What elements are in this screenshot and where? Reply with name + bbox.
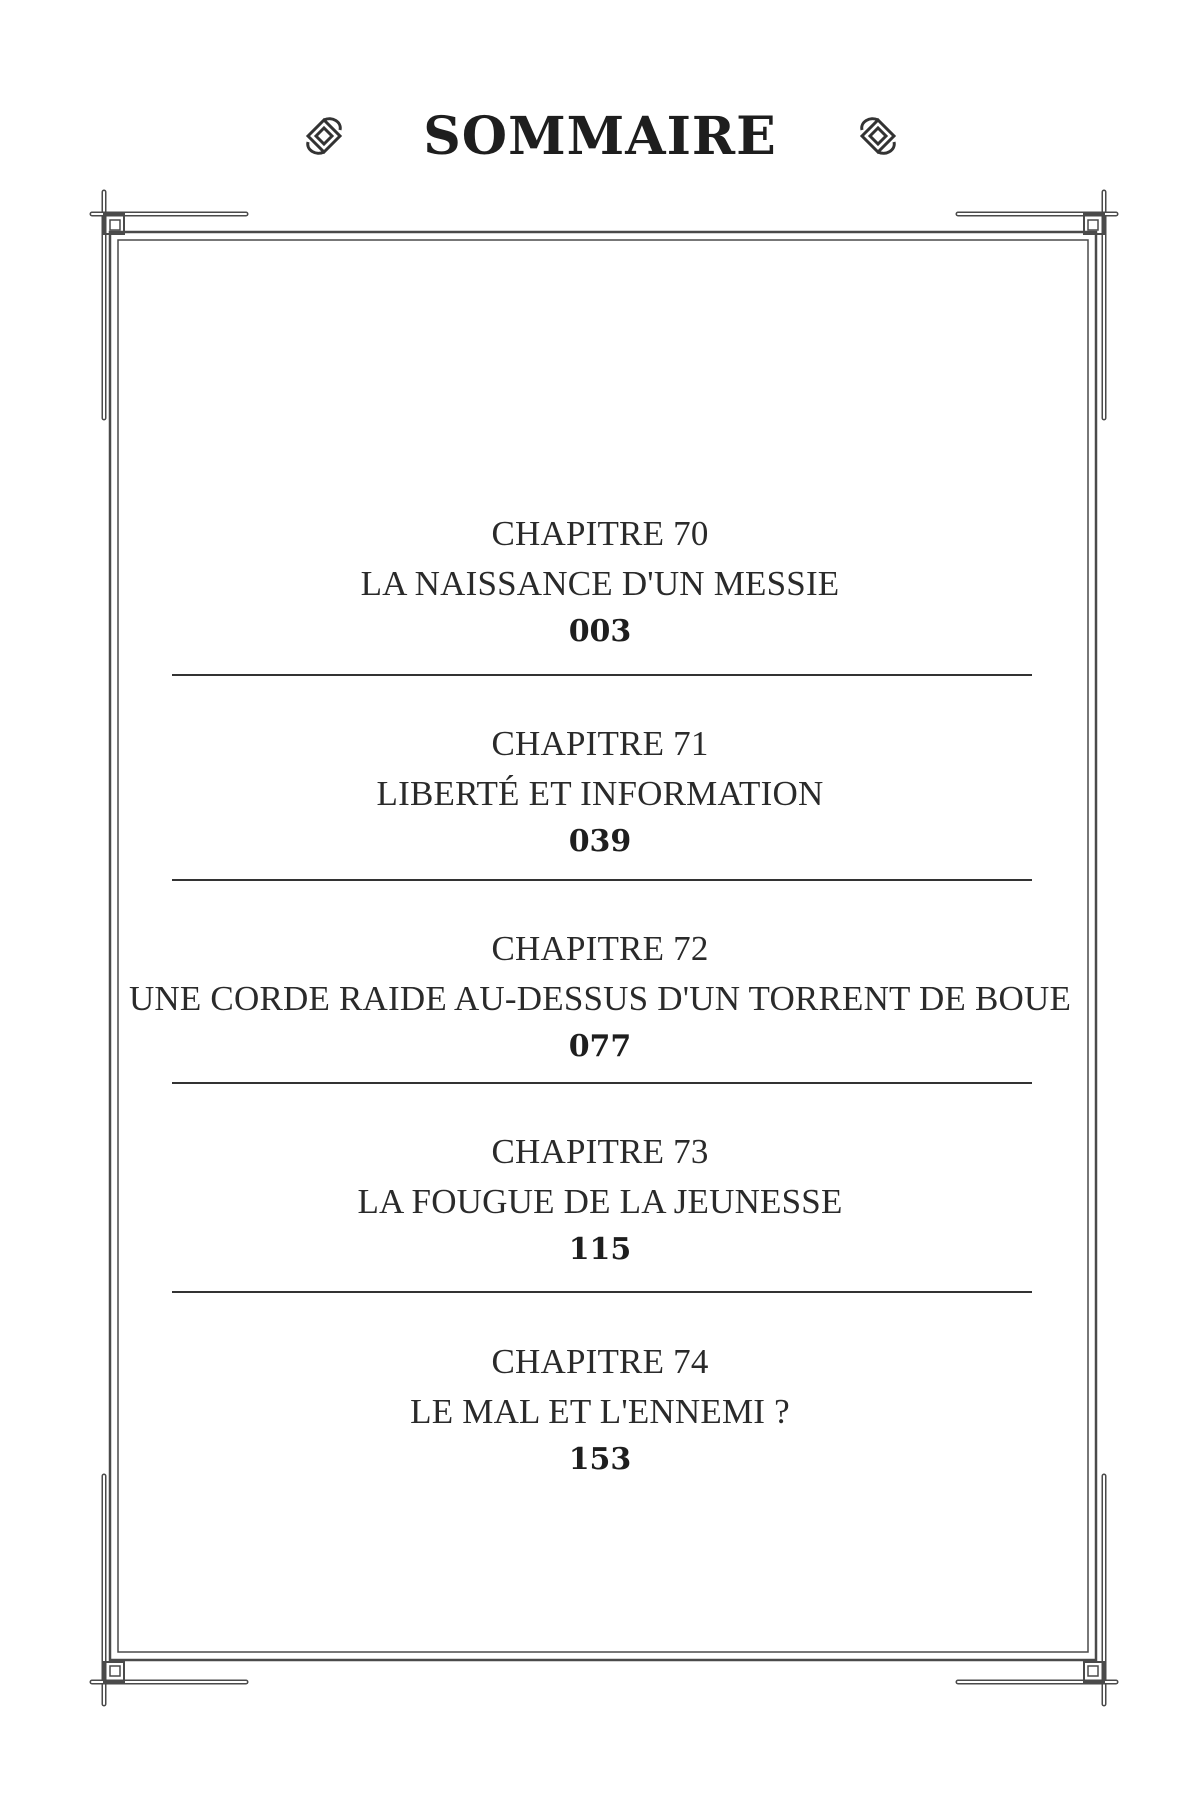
- chapter-title: LE MAL ET L'ENNEMI ?: [410, 1392, 790, 1431]
- toc-entry[interactable]: [120, 720, 1080, 864]
- divider: [172, 674, 1032, 676]
- page-title: SOMMAIRE: [423, 106, 777, 167]
- chapter-label: CHAPITRE 74: [491, 1342, 709, 1381]
- chapter-title: UNE CORDE RAIDE AU-DESSUS D'UN TORRENT DE BOUE: [128, 979, 1072, 1018]
- frame-corner-bottom-left: [92, 1476, 246, 1704]
- toc-entry[interactable]: [120, 1128, 1080, 1272]
- chapter-page-number: 077: [568, 1029, 632, 1064]
- chapter-page-number: 153: [568, 1442, 632, 1477]
- chapter-title: LIBERTÉ ET INFORMATION: [376, 774, 824, 813]
- chapter-label: CHAPITRE 70: [491, 514, 709, 553]
- divider: [172, 1082, 1032, 1084]
- divider: [172, 1291, 1032, 1293]
- toc-entry[interactable]: [120, 1338, 1080, 1482]
- frame-corner-top-left: [92, 192, 246, 418]
- frame-corner-top-right: [958, 192, 1116, 418]
- chapter-label: CHAPITRE 72: [491, 929, 709, 968]
- chapter-page-number: 003: [568, 614, 632, 649]
- chapter-label: CHAPITRE 71: [491, 724, 709, 763]
- chapter-page-number: 039: [568, 824, 632, 859]
- chapter-page-number: 115: [568, 1232, 632, 1267]
- chapter-title: LA NAISSANCE D'UN MESSIE: [360, 564, 840, 603]
- frame-corner-bottom-right: [958, 1476, 1116, 1704]
- toc-entry[interactable]: [120, 510, 1080, 654]
- chapter-label: CHAPITRE 73: [491, 1132, 709, 1171]
- divider: [172, 879, 1032, 881]
- chapter-title: LA FOUGUE DE LA JEUNESSE: [357, 1182, 843, 1221]
- toc-entry[interactable]: [120, 925, 1080, 1069]
